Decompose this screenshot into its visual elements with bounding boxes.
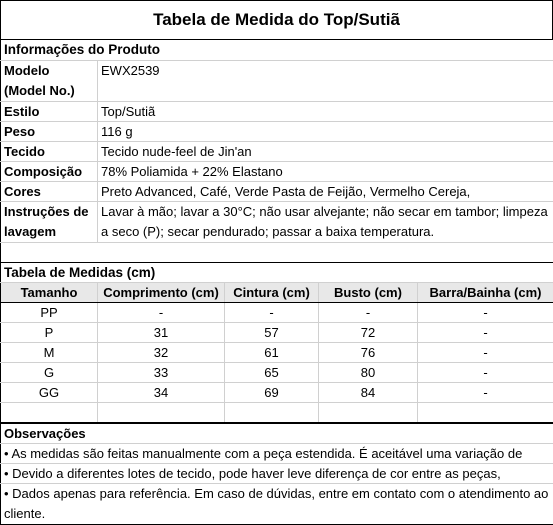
blank-cell — [225, 403, 319, 423]
blank-cell — [319, 403, 418, 423]
fabric-value: Tecido nude-feel de Jin'an — [98, 141, 553, 161]
weight-value: 116 g — [98, 121, 553, 141]
cell: - — [418, 383, 553, 403]
table-row — [1, 323, 553, 343]
cell: - — [418, 303, 553, 323]
weight-label: Peso — [1, 121, 98, 141]
notes-heading: Observações — [1, 424, 553, 444]
model-label: Modelo (Model No.) — [1, 60, 98, 101]
cell: - — [98, 303, 225, 323]
colors-label: Cores — [1, 181, 98, 201]
page-title: Tabela de Medida do Top/Sutiã — [0, 0, 553, 40]
spacer-row — [1, 242, 553, 262]
washing-value: Lavar à mão; lavar a 30°C; não usar alvejante; não secar em tambor; limpeza a seco (P); secar pendurado; passar a baixa temperatura. — [98, 201, 553, 242]
colors-value: Preto Advanced, Café, Verde Pasta de Feijão, Vermelho Cereja, — [98, 181, 553, 201]
composition-label: Composição — [1, 161, 98, 181]
cell: PP — [1, 303, 98, 323]
note-item: • As medidas são feitas manualmente com a peça estendida. É aceitável uma variação de — [1, 444, 553, 464]
header-hem: Barra/Bainha (cm) — [418, 283, 553, 303]
cell: 65 — [225, 363, 319, 383]
cell: 57 — [225, 323, 319, 343]
table-row — [1, 363, 553, 383]
header-size: Tamanho — [1, 283, 98, 303]
product-info-table — [0, 40, 553, 263]
cell: M — [1, 343, 98, 363]
style-value: Top/Sutiã — [98, 101, 553, 121]
header-bust: Busto (cm) — [319, 283, 418, 303]
washing-label: Instruções de lavagem — [1, 201, 98, 242]
blank-cell — [418, 403, 553, 423]
note-item: • Dados apenas para referência. Em caso de dúvidas, entre em contato com o atendimento ao cliente. — [1, 484, 553, 525]
cell: 31 — [98, 323, 225, 343]
cell: - — [319, 303, 418, 323]
note-item: • Devido a diferentes lotes de tecido, pode haver leve diferença de cor entre as peças, — [1, 464, 553, 484]
model-value: EWX2539 — [98, 60, 553, 101]
cell: P — [1, 323, 98, 343]
cell: 72 — [319, 323, 418, 343]
table-row — [1, 303, 553, 323]
cell: 84 — [319, 383, 418, 403]
cell: - — [418, 343, 553, 363]
header-length: Comprimento (cm) — [98, 283, 225, 303]
header-waist: Cintura (cm) — [225, 283, 319, 303]
cell: 33 — [98, 363, 225, 383]
cell: 34 — [98, 383, 225, 403]
composition-value: 78% Poliamida + 22% Elastano — [98, 161, 553, 181]
cell: G — [1, 363, 98, 383]
fabric-label: Tecido — [1, 141, 98, 161]
product-info-heading: Informações do Produto — [1, 40, 553, 60]
cell: 61 — [225, 343, 319, 363]
style-label: Estilo — [1, 101, 98, 121]
cell: 32 — [98, 343, 225, 363]
cell: - — [225, 303, 319, 323]
table-row — [1, 383, 553, 403]
cell: 80 — [319, 363, 418, 383]
cell: 69 — [225, 383, 319, 403]
cell: 76 — [319, 343, 418, 363]
blank-cell — [1, 403, 98, 423]
size-table-heading: Tabela de Medidas (cm) — [1, 263, 553, 283]
cell: - — [418, 363, 553, 383]
size-table — [0, 263, 553, 424]
cell: - — [418, 323, 553, 343]
table-row — [1, 343, 553, 363]
cell: GG — [1, 383, 98, 403]
blank-cell — [98, 403, 225, 423]
notes-table — [0, 423, 553, 525]
